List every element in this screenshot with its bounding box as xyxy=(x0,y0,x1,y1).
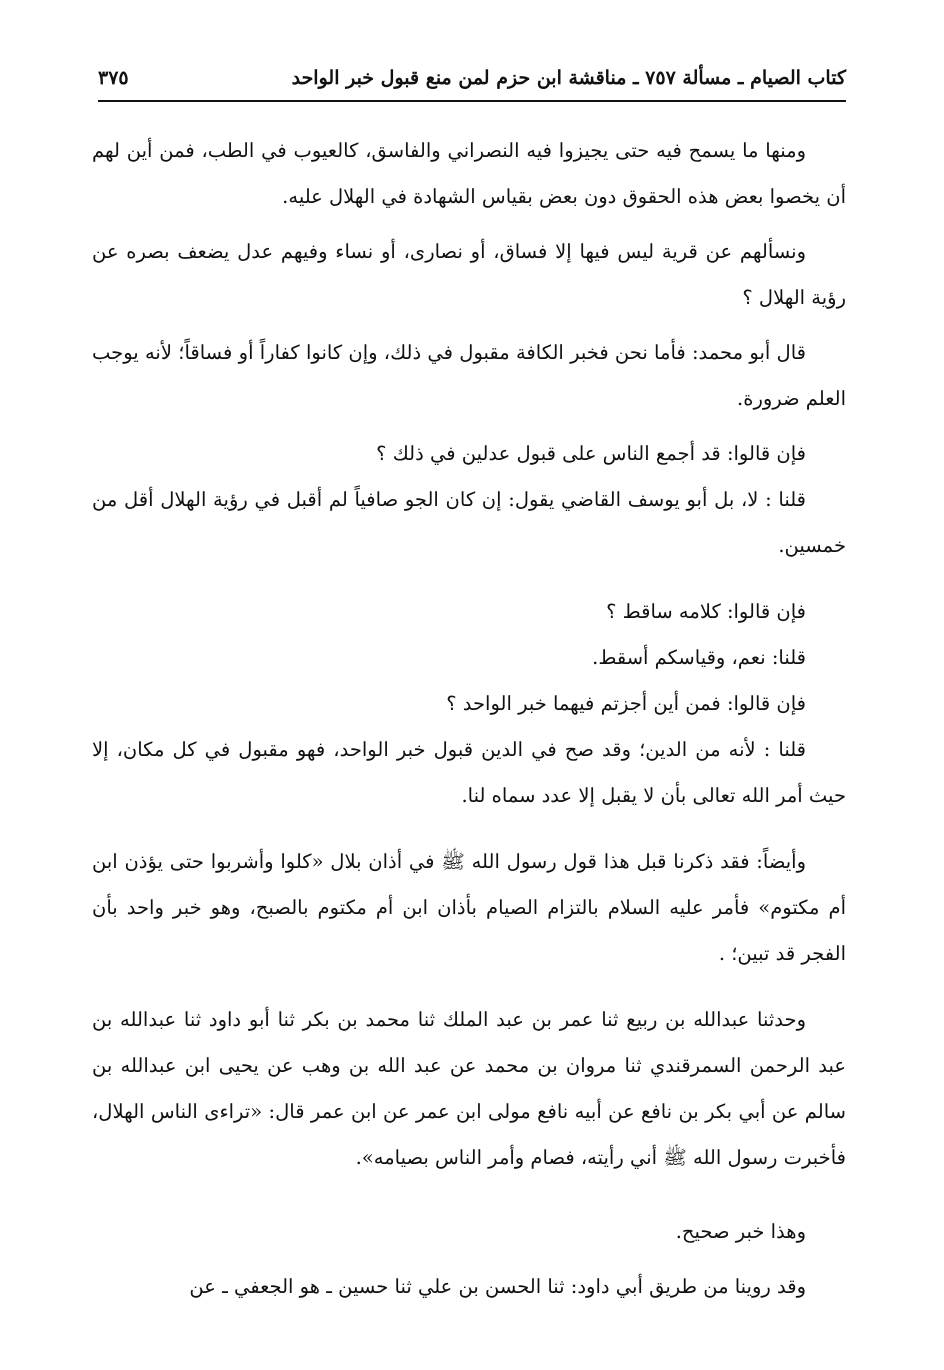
paragraph: قلنا: نعم، وقياسكم أسقط. xyxy=(592,646,806,669)
page-number: ٣٧٥ xyxy=(98,67,129,89)
paragraph: فإن قالوا: فمن أين أجزتم فيهما خبر الواحد ؟ xyxy=(446,692,806,715)
header-rule xyxy=(98,100,846,102)
paragraph: وأيضاً: فقد ذكرنا قبل هذا قول رسول الله ﷺ في أذان بلال «كلوا وأشربوا حتى يؤذن ابن أم مكتوم» فأمر عليه السلام بالتزام الصيام بأذان ابن أم مكتوم بالصبح، وهو خبر واحد بأن الفجر قد تبين؛ . xyxy=(92,850,846,965)
paragraph: فإن قالوا: قد أجمع الناس على قبول عدلين في ذلك ؟ xyxy=(376,442,806,465)
paragraph: وقد روينا من طريق أبي داود: ثنا الحسن بن علي ثنا حسين ـ هو الجعفي ـ عن xyxy=(189,1275,806,1298)
paragraph: وحدثنا عبدالله بن ربيع ثنا عمر بن عبد الملك ثنا محمد بن بكر ثنا أبو داود ثنا عبدالله بن عبد الرحمن السمرقندي ثنا مروان بن محمد عن عبد الله بن وهب عن يحيى ابن عبدالله بن سالم عن أبي بكر بن نافع عن أبيه نافع مولى ابن عمر عن ابن عمر قال: «تراءى الناس الهلال، فأخبرت رسول الله ﷺ أني رأيته، فصام وأمر الناس بصيامه». xyxy=(92,1008,846,1169)
body-text xyxy=(92,128,846,1310)
paragraph: قال أبو محمد: فأما نحن فخبر الكافة مقبول في ذلك، وإن كانوا كفاراً أو فساقاً؛ لأنه يوجب العلم ضرورة. xyxy=(92,341,846,410)
paragraph: قلنا : لأنه من الدين؛ وقد صح في الدين قبول خبر الواحد، فهو مقبول في كل مكان، إلا حيث أمر الله تعالى بأن لا يقبل إلا عدد سماه لنا. xyxy=(92,738,846,807)
paragraph: ومنها ما يسمح فيه حتى يجيزوا فيه النصراني والفاسق، كالعيوب في الطب، فمن أين لهم أن يخصوا بعض هذه الحقوق دون بعض بقياس الشهادة في الهلال عليه. xyxy=(92,139,846,208)
paragraph: ونسألهم عن قرية ليس فيها إلا فساق، أو نصارى، أو نساء وفيهم عدل يضعف بصره عن رؤية الهلال ؟ xyxy=(92,240,846,309)
paragraph: قلنا : لا، بل أبو يوسف القاضي يقول: إن كان الجو صافياً لم أقبل في رؤية الهلال أقل من خمسين. xyxy=(92,488,846,557)
page-header xyxy=(98,58,846,98)
running-title: كتاب الصيام ـ مسألة ٧٥٧ ـ مناقشة ابن حزم لمن منع قبول خبر الواحد xyxy=(291,67,846,89)
paragraph: فإن قالوا: كلامه ساقط ؟ xyxy=(606,600,806,623)
paragraph: وهذا خبر صحيح. xyxy=(675,1220,806,1243)
